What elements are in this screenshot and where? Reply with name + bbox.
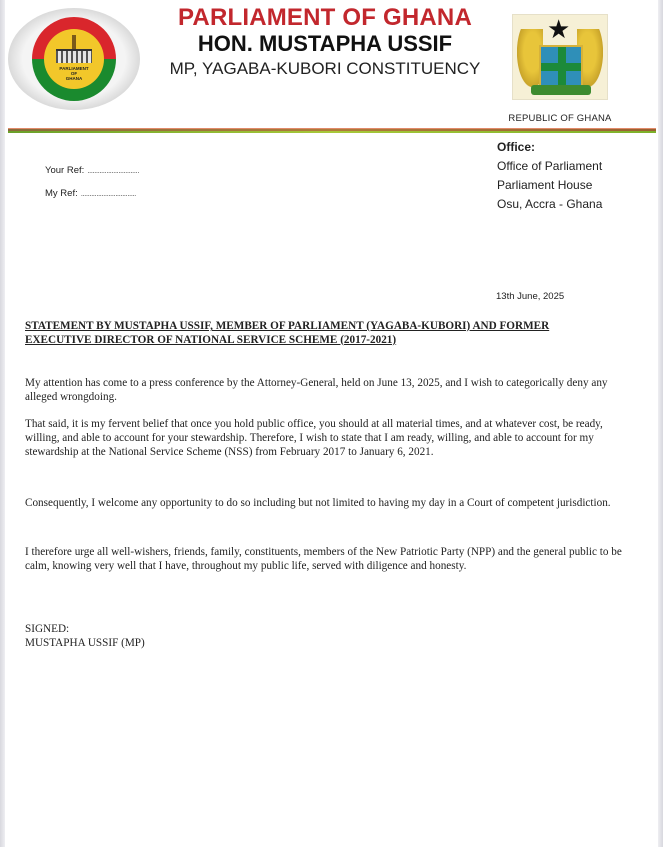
- my-ref-label: My Ref:: [45, 188, 78, 199]
- your-ref: [45, 165, 139, 188]
- statement-paragraph: That said, it is my fervent belief that once you hold public office, you should at all material times, and at whatever cost, be ready, willing, and able to account for your stewardship. Therefore, I wish to state that I am ready, willing, and able to account for my stewardship at the National Service Scheme (NSS) from February 2017 to January 6, 2021.: [25, 418, 603, 459]
- seal-text-line: GHANA: [65, 76, 83, 81]
- seal-building: [56, 49, 92, 63]
- office-address: [497, 138, 602, 214]
- statement-paragraph: Consequently, I welcome any opportunity to do so including but not limited to having my day in a Court of competent jurisdiction.: [25, 497, 611, 509]
- shield-cross-horizontal: [541, 63, 581, 71]
- office-line: Parliament House: [497, 178, 593, 192]
- my-ref: [45, 188, 139, 211]
- statement-paragraph: I therefore urge all well-wishers, friends, family, constituents, members of the New Patriotic Party (NPP) and the general public to be calm, knowing very well that I have, throughout my public life, served with diligence and honesty.: [25, 546, 622, 573]
- constituency-line: MP, YAGABA-KUBORI CONSTITUENCY: [169, 59, 481, 78]
- reference-block: [45, 165, 139, 211]
- your-ref-value: ..............................: [87, 166, 139, 175]
- black-star-icon: ★: [547, 15, 571, 45]
- institution-title: PARLIAMENT OF GHANA: [177, 4, 472, 31]
- signature-label: SIGNED:: [25, 623, 70, 635]
- my-ref-value: ................................: [80, 189, 136, 198]
- coat-of-arms-caption: REPUBLIC OF GHANA: [508, 113, 612, 124]
- signature-block: [25, 622, 145, 650]
- ghana-coat-of-arms-icon: [512, 14, 608, 100]
- letterhead-divider: [8, 128, 656, 134]
- member-name: HON. MUSTAPHA USSIF: [197, 31, 453, 56]
- seal-tower: [72, 35, 76, 49]
- office-line: Office of Parliament: [497, 159, 603, 173]
- seal-ring: [32, 17, 116, 101]
- letter-date: 13th June, 2025: [496, 291, 565, 302]
- seal-center: [44, 29, 104, 89]
- statement-heading: STATEMENT BY MUSTAPHA USSIF, MEMBER OF PARLIAMENT (YAGABA-KUBORI) AND FORMER EXECUTIVE DIRECTOR OF NATIONAL SERVICE SCHEME (2017-2021): [25, 320, 550, 346]
- letterhead-title-block: [140, 4, 510, 82]
- seal-text-line: PARLIAMENT: [59, 66, 89, 71]
- letterhead: [0, 0, 663, 130]
- office-line: Osu, Accra - Ghana: [497, 197, 603, 211]
- seal-text-line: OF: [70, 71, 78, 76]
- parliament-of-ghana-seal-icon: [8, 8, 140, 110]
- signatory-name: MUSTAPHA USSIF (MP): [25, 637, 145, 649]
- office-heading: Office:: [497, 140, 536, 154]
- statement-paragraph: My attention has come to a press conference by the Attorney-General, held on June 13, 2025, and I wish to categorically deny any alleged wrongdoing.: [25, 377, 608, 404]
- coat-base: [531, 85, 591, 95]
- your-ref-label: Your Ref:: [45, 165, 85, 176]
- seal-text: [59, 66, 88, 81]
- divider-green-line: [8, 131, 656, 133]
